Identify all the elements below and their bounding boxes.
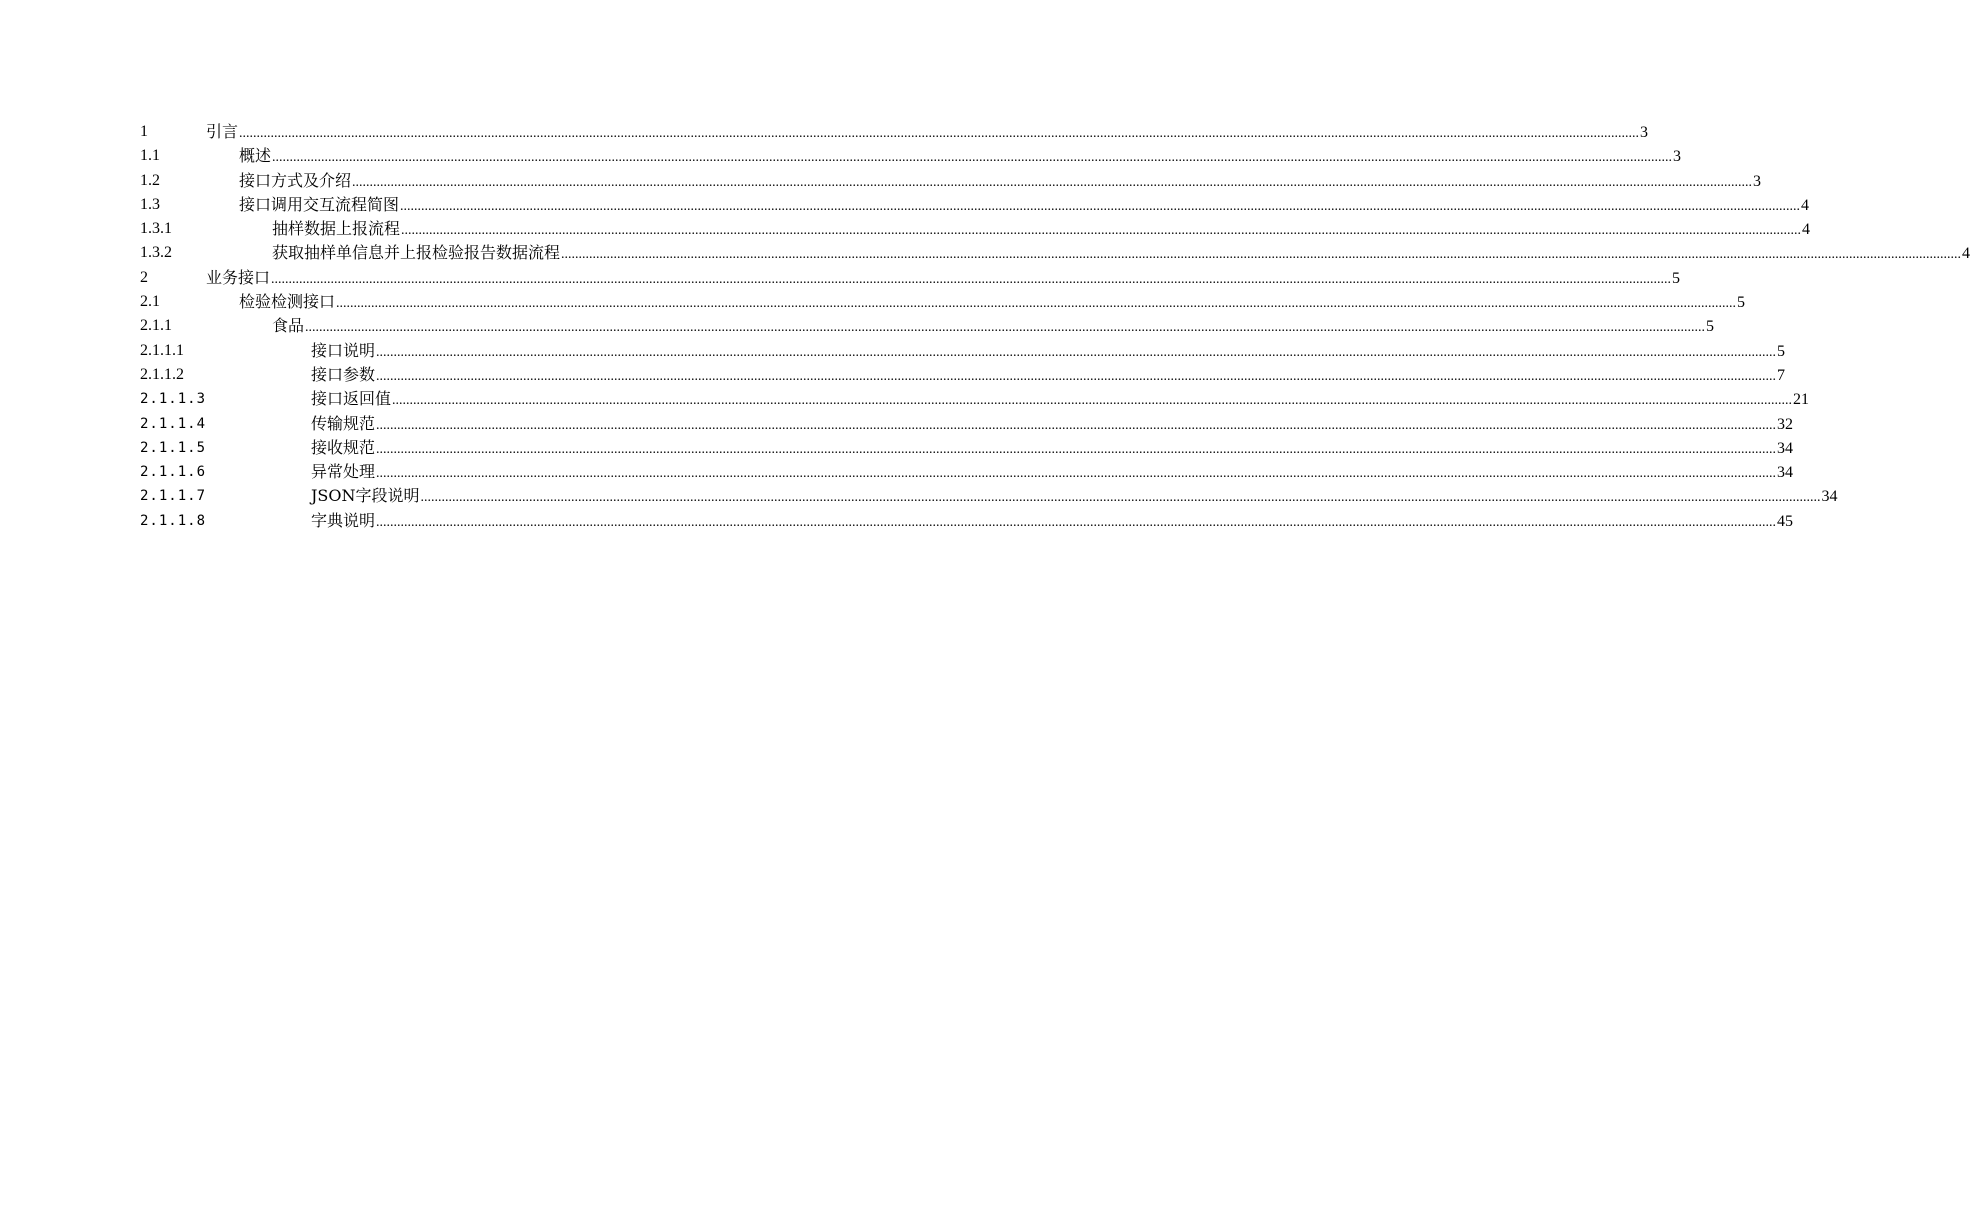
toc-entry-line [311, 509, 1794, 535]
toc-entry-title: 食品 [272, 314, 304, 338]
toc-entry-title: 检验检测接口 [239, 290, 335, 314]
toc-entry-title: 接口说明 [311, 339, 375, 363]
toc-dot-leader: ................................................................................................................................................................................................................................................................................................................................................................................................................ [376, 417, 1777, 433]
toc-entry-title: 传输规范 [311, 412, 375, 436]
toc-entry-title: 概述 [239, 144, 271, 168]
toc-entry-title: 接收规范 [311, 436, 375, 460]
toc-dot-leader: ................................................................................................................................................................................................................................................................................................................................................................................................................ [561, 247, 1962, 263]
toc-entry-page-number: 7 [1777, 366, 1786, 384]
toc-entry-number: 2.1.1.3 [140, 391, 207, 408]
toc-entry-title: 接口方式及介绍 [239, 169, 351, 193]
toc-dot-leader: ................................................................................................................................................................................................................................................................................................................................................................................................................ [420, 490, 1821, 506]
toc-dot-leader: ................................................................................................................................................................................................................................................................................................................................................................................................................ [376, 514, 1777, 530]
toc-entry[interactable] [140, 241, 1970, 265]
toc-entry[interactable] [140, 217, 1811, 241]
toc-entry-page-number: 5 [1777, 342, 1786, 360]
toc-entry-number: 2.1.1.5 [140, 439, 207, 456]
toc-entry-line [239, 193, 1810, 219]
toc-entry-number: 2.1.1.8 [140, 512, 207, 529]
toc-entry[interactable] [140, 266, 1681, 290]
toc-entry[interactable] [140, 339, 1786, 363]
toc-entry-page-number: 5 [1706, 318, 1715, 336]
toc-entry-line [311, 436, 1794, 462]
toc-dot-leader: ................................................................................................................................................................................................................................................................................................................................................................................................................ [400, 198, 1801, 214]
toc-entry-title: 引言 [206, 120, 238, 144]
toc-entry[interactable] [140, 436, 1794, 460]
toc-entry[interactable] [140, 120, 1649, 144]
toc-entry[interactable] [140, 144, 1682, 168]
toc-entry-number: 2 [140, 268, 148, 286]
toc-dot-leader: ................................................................................................................................................................................................................................................................................................................................................................................................................ [239, 126, 1640, 141]
toc-dot-leader: ................................................................................................................................................................................................................................................................................................................................................................................................................ [352, 174, 1753, 190]
toc-entry-number: 2.1.1.1 [140, 341, 184, 359]
toc-entry-title: 业务接口 [206, 266, 270, 290]
toc-entry-page-number: 32 [1777, 415, 1794, 433]
toc-entry-number: 2.1 [140, 293, 160, 311]
toc-entry-title: 异常处理 [311, 460, 375, 484]
toc-entry-number: 1.2 [140, 171, 160, 189]
toc-entry-line [311, 387, 1810, 413]
toc-entry-page-number: 4 [1801, 196, 1810, 214]
toc-entry-number: 2.1.1 [140, 317, 172, 335]
toc-entry[interactable] [140, 412, 1794, 436]
toc-entry-title: JSON字段说明 [311, 484, 420, 508]
toc-entry-line [311, 339, 1786, 365]
toc-entry-number: 1 [140, 123, 148, 140]
toc-entry-number: 1.3.2 [140, 244, 172, 262]
toc-entry-number: 2.1.1.2 [140, 365, 184, 383]
toc-dot-leader: ................................................................................................................................................................................................................................................................................................................................................................................................................ [376, 441, 1777, 457]
toc-entry-page-number: 5 [1672, 269, 1681, 287]
toc-dot-leader: ................................................................................................................................................................................................................................................................................................................................................................................................................ [271, 271, 1672, 287]
toc-entry-number: 2.1.1.4 [140, 415, 207, 432]
toc-entry-line [272, 241, 1970, 267]
toc-entry-line [272, 217, 1811, 243]
toc-entry-line [311, 484, 1838, 510]
toc-entry[interactable] [140, 169, 1762, 193]
toc-entry-line [206, 266, 1681, 292]
toc-entry-line [239, 144, 1682, 170]
toc-entry-title: 抽样数据上报流程 [272, 217, 400, 241]
toc-entry-line [311, 363, 1786, 389]
toc-entry-title: 字典说明 [311, 509, 375, 533]
toc-entry-line [311, 460, 1794, 486]
toc-entry-page-number: 3 [1640, 124, 1649, 141]
toc-entry-page-number: 34 [1777, 464, 1794, 482]
toc-entry[interactable] [140, 363, 1786, 387]
toc-dot-leader: ................................................................................................................................................................................................................................................................................................................................................................................................................ [401, 223, 1802, 239]
toc-dot-leader: ................................................................................................................................................................................................................................................................................................................................................................................................................ [376, 368, 1777, 384]
toc-entry-line [206, 120, 1649, 146]
toc-dot-leader: ................................................................................................................................................................................................................................................................................................................................................................................................................ [336, 296, 1737, 312]
toc-entry-number: 2.1.1.7 [140, 488, 207, 505]
toc-entry-page-number: 4 [1802, 221, 1811, 239]
toc-entry-number: 1.1 [140, 147, 160, 165]
toc-entry[interactable] [140, 460, 1794, 484]
toc-entry[interactable] [140, 484, 1838, 508]
toc-entry-number: 1.3.1 [140, 220, 172, 238]
toc-entry-page-number: 34 [1777, 439, 1794, 457]
toc-entry-page-number: 3 [1673, 148, 1682, 166]
toc-entry-page-number: 5 [1737, 294, 1746, 312]
toc-entry-title: 接口返回值 [311, 387, 391, 411]
toc-entry-title: 获取抽样单信息并上报检验报告数据流程 [272, 241, 560, 265]
toc-dot-leader: ................................................................................................................................................................................................................................................................................................................................................................................................................ [272, 150, 1673, 166]
toc-entry[interactable] [140, 193, 1810, 217]
toc-entry[interactable] [140, 290, 1746, 314]
toc-dot-leader: ................................................................................................................................................................................................................................................................................................................................................................................................................ [392, 393, 1793, 409]
toc-entry-title: 接口参数 [311, 363, 375, 387]
toc-entry-number: 2.1.1.6 [140, 464, 207, 481]
toc-entry-number: 1.3 [140, 195, 160, 213]
toc-entry-line [311, 412, 1794, 438]
toc-entry-line [239, 169, 1762, 195]
toc-dot-leader: ................................................................................................................................................................................................................................................................................................................................................................................................................ [376, 466, 1777, 482]
toc-dot-leader: ................................................................................................................................................................................................................................................................................................................................................................................................................ [305, 320, 1706, 336]
toc-entry-page-number: 34 [1821, 488, 1838, 506]
toc-entry[interactable] [140, 387, 1810, 411]
toc-entry-line [239, 290, 1746, 316]
toc-entry-title: 接口调用交互流程简图 [239, 193, 399, 217]
toc-entry[interactable] [140, 509, 1794, 533]
toc-entry-page-number: 45 [1777, 512, 1794, 530]
toc-entry-page-number: 3 [1753, 172, 1762, 190]
toc-entry-page-number: 21 [1793, 391, 1810, 409]
toc-dot-leader: ................................................................................................................................................................................................................................................................................................................................................................................................................ [376, 344, 1777, 360]
toc-entry[interactable] [140, 314, 1715, 338]
table-of-contents [140, 120, 1970, 533]
toc-entry-page-number: 4 [1962, 245, 1970, 263]
toc-entry-line [272, 314, 1715, 340]
